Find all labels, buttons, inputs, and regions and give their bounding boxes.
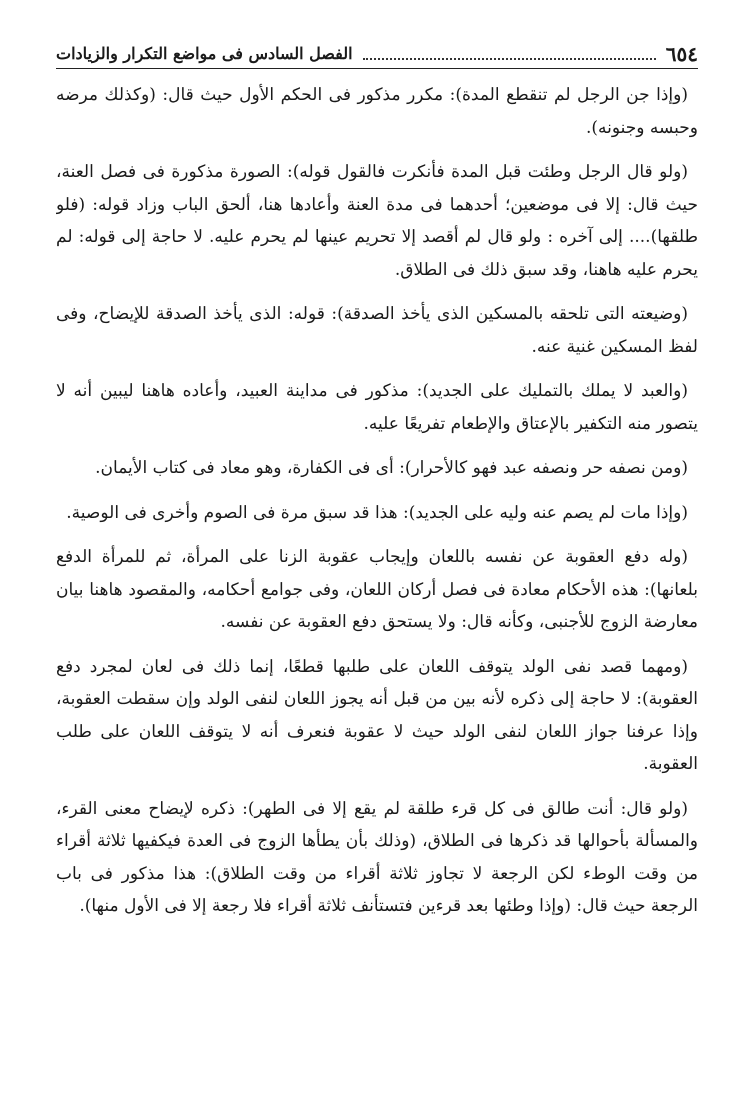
book-page xyxy=(56,34,698,1064)
paragraph: (والعبد لا يملك بالتمليك على الجديد): مذكور فى مداينة العبيد، وأعاده هاهنا ليبين أنه لا يتصور منه التكفير بالإعتاق والإطعام تفريعًا عليه. xyxy=(56,381,698,434)
paragraph: (وضيعته التى تلحقه بالمسكين الذى يأخذ الصدقة): قوله: الذى يأخذ الصدقة للإيضاح، وفى لفظ المسكين غنية عنه. xyxy=(56,304,698,357)
paragraph: (ومهما قصد نفى الولد يتوقف اللعان على طلبها قطعًا، إنما ذلك فى لعان لمجرد دفع العقوبة): لا حاجة إلى ذكره لأنه بين من قبل أنه يجوز اللعان لنفى الولد وإن سقطت العقوبة، وإذا عرفنا جواز اللعان لنفى الولد حيث لا عقوبة فنعرف أنه لا يتوقف اللعان على طلب العقوبة. xyxy=(56,656,698,774)
paragraph: (ولو قال: أنت طالق فى كل قرء طلقة لم يقع إلا فى الطهر): ذكره لإيضاح معنى القرء، والمسألة بأحوالها قد ذكرها فى الطلاق، (وذلك بأن يطأها الزوج فى العدة فيكفيها ثلاثة أقراء من وقت الوطء لكن الرجعة لا تجاوز ثلاثة أقراء من وقت الطلاق): هذا مذكور فى باب الرجعة حيث قال: (وإذا وطئها بعد قرءين فتستأنف ثلاثة أقراء فلا رجعة إلا فى الأول منها). xyxy=(56,798,698,916)
dotted-leader xyxy=(363,58,656,60)
page-body xyxy=(56,79,698,923)
paragraph: (وله دفع العقوبة عن نفسه باللعان وإيجاب عقوبة الزنا على المرأة، ثم للمرأة الدفع بلعانها): هذه الأحكام معادة فى فصل أركان اللعان، وفى جوامع أحكامه، والمقصود هاهنا بيان معارضة الزوج للأجنبى، وكأنه قال: ولا يستحق دفع العقوبة عن نفسه. xyxy=(56,547,698,632)
page-number: ٦٥٤ xyxy=(665,42,698,66)
paragraph: (وإذا مات لم يصم عنه وليه على الجديد): هذا قد سبق مرة فى الصوم وأخرى فى الوصية. xyxy=(66,502,688,523)
paragraph: (ومن نصفه حر ونصفه عبد فهو كالأحرار): أى فى الكفارة، وهو معاد فى كتاب الأيمان. xyxy=(95,458,688,478)
paragraph: (وإذا جن الرجل لم تنقطع المدة): مكرر مذكور فى الحكم الأول حيث قال: (وكذلك مرضه وحبسه وجنونه). xyxy=(56,85,698,138)
page-header xyxy=(56,34,698,69)
paragraph: (ولو قال الرجل وطئت قبل المدة فأنكرت فالقول قوله): الصورة مذكورة فى فصل العنة، حيث قال: إلا فى موضعين؛ أحدهما فى مدة العنة وأعادها هنا، ألحق الباب وزاد قوله: (فلو طلقها).... إلى آخره : ولو قال لم أقصد إلا تحريم عينها لم يحرم عليه. لا حاجة إلى قوله: لم يحرم عليه هاهنا، وقد سبق ذلك فى الطلاق. xyxy=(56,162,698,280)
running-title: الفصل السادس فى مواضع التكرار والزيادات xyxy=(56,44,353,63)
